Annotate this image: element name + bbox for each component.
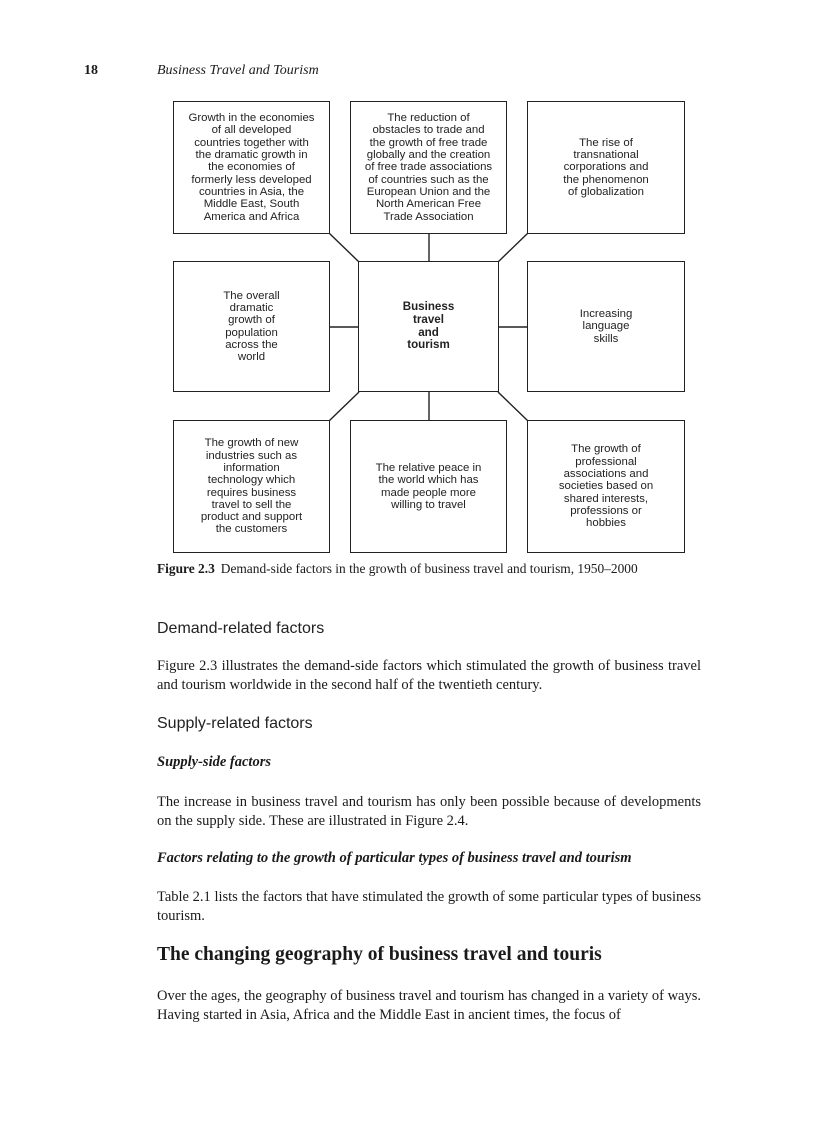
box-text-line: of all developed [211,124,292,137]
box-text-line: travel [413,312,444,326]
box-text-line: the growth of free trade [369,136,488,149]
connector-bottom-left [329,392,359,421]
section-heading: The changing geography of business travel and touris [157,944,602,965]
box-bottom-center [350,420,507,553]
box-text-line: Trade Association [383,210,474,223]
box-text-line: of free trade associations [364,161,493,174]
box-text-line: transnational [573,149,639,162]
figure-diagram [172,100,686,555]
subheading-factors: Factors relating to the growth of particular types of business travel and tourism [157,850,632,866]
box-text-line: growth of [228,314,275,327]
box-text-line: the economies of [208,161,295,174]
connector-top-left [329,233,359,262]
box-text-line: The growth of [571,443,641,456]
box-text-line: the dramatic growth in [195,149,308,162]
box-text-line: The rise of [579,136,633,149]
box-text-line: product and support [200,511,303,524]
box-text-line: industries such as [205,449,298,462]
para-geography: Over the ages, the geography of business travel and tourism has changed in a variety of ways. Having started in Asia, Africa and the Middle East in ancient times, the focus of [157,988,701,1023]
box-text-line: information [223,461,280,474]
box-bottom-right [527,420,685,553]
box-top-right [527,101,685,234]
box-text-line: of globalization [567,185,644,198]
box-text-line: societies based on [558,480,654,493]
box-text-line: across the [225,338,278,351]
box-text-line: hobbies [586,517,626,530]
box-text-line: technology which [207,474,296,487]
box-text-line: countries in Asia, the [198,185,305,198]
box-text-line: European Union and the [366,185,491,198]
box-text-line: The reduction of [387,112,470,125]
box-text-line: America and Africa [203,210,300,223]
box-text-line: language [582,320,630,333]
box-text-line: The growth of new [204,437,299,450]
box-text-line: The relative peace in [375,461,482,474]
box-text-line: skills [593,332,619,345]
box-text-line: Business [402,300,455,314]
para-demand: Figure 2.3 illustrates the demand-side factors which stimulated the growth of business travel and tourism worldwide in the second half of the twentieth century. [157,658,701,693]
heading-supply: Supply-related factors [157,715,313,732]
running-head [84,63,704,83]
box-text-line: the customers [215,523,288,536]
box-text-line: the world which has [378,474,479,487]
figure-caption-label: Figure 2.3 [157,561,215,576]
box-text-line: professions or [570,504,642,517]
box-top-center [350,101,507,234]
box-text-line: North American Free [375,198,482,211]
figure-caption-text: Demand-side factors in the growth of business travel and tourism, 1950–2000 [220,561,638,576]
box-text-line: world [237,351,266,364]
box-mid-right [527,261,685,392]
para-supply: The increase in business travel and tourism has only been possible because of developments on the supply side. These are illustrated in Figure 2.4. [157,794,701,829]
box-center [358,261,499,392]
box-text-line: countries together with [194,136,309,149]
figure-caption [157,561,638,577]
box-text-line: globally and the creation [366,149,491,162]
page-number: 18 [84,63,98,78]
box-text-line: population [225,326,278,339]
box-text-line: The overall [223,289,280,302]
box-text-line: made people more [381,486,476,499]
heading-demand: Demand-related factors [157,620,325,637]
box-text-line: dramatic [229,301,274,314]
connector-top-right [498,233,528,262]
subheading-supply: Supply-side factors [157,754,271,770]
box-text-line: Increasing [579,308,633,321]
box-text-line: requires business [206,486,297,499]
box-text-line: obstacles to trade and [372,124,485,137]
box-text-line: professional [575,455,637,468]
box-mid-left [173,261,330,392]
box-text-line: tourism [407,338,450,352]
box-text-line: of countries such as the [368,173,489,186]
box-top-left [173,101,330,234]
para-factors: Table 2.1 lists the factors that have stimulated the growth of some particular types of business tourism. [157,889,701,924]
box-text-line: formerly less developed [191,173,312,186]
box-text-line: and [418,325,439,339]
box-text-line: Middle East, South [203,198,300,211]
running-title: Business Travel and Tourism [157,63,319,78]
box-text-line: associations and [563,468,649,481]
connector-bottom-right [498,392,528,421]
box-text-line: willing to travel [391,498,466,511]
box-text-line: travel to sell the [211,498,292,511]
box-text-line: corporations and [563,161,649,174]
box-text-line: shared interests, [563,492,649,505]
box-text-line: Growth in the economies [188,112,315,125]
box-text-line: the phenomenon [563,173,649,186]
box-bottom-left [173,420,330,553]
